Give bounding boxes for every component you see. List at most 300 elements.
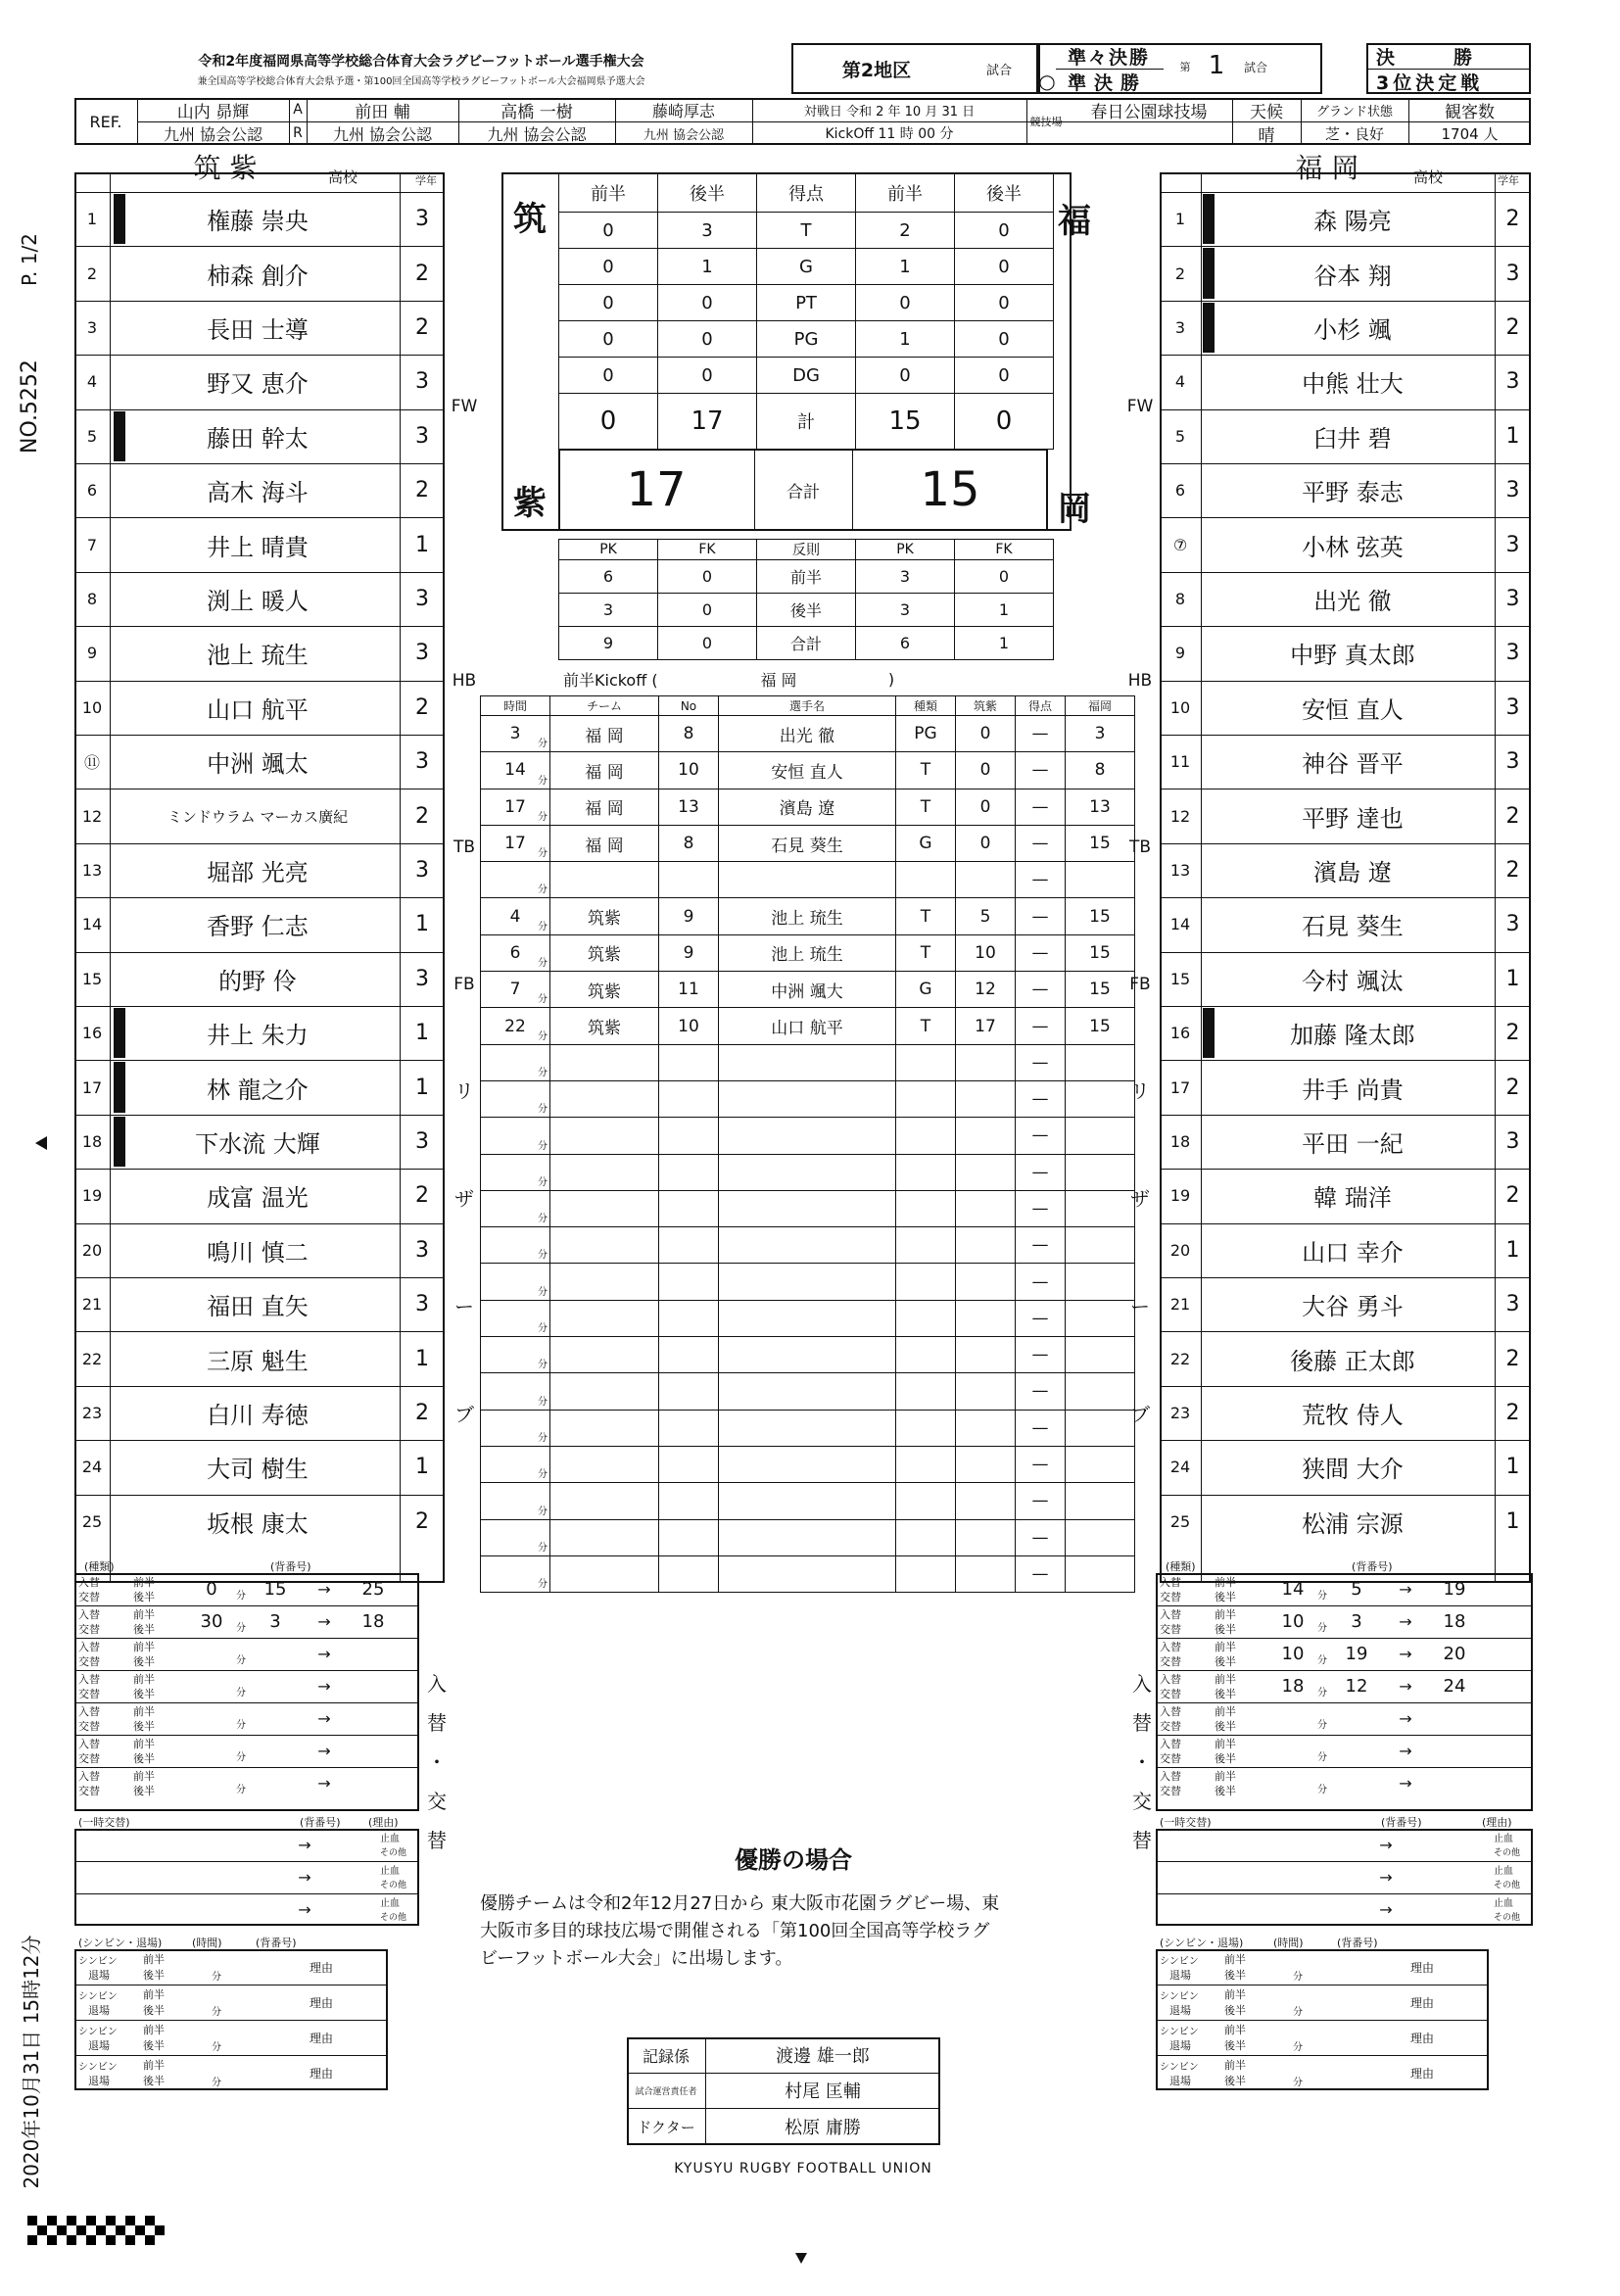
right-player-no: 19 <box>1169 1186 1191 1206</box>
log-cell <box>719 1555 896 1592</box>
log-cell: 10 <box>659 752 719 789</box>
left-sub-second: 後半 <box>133 1687 155 1700</box>
penalty-cell: 0 <box>658 560 757 594</box>
right-sinbin-first: 前半 <box>1224 2059 1246 2072</box>
score-cell: 計 <box>757 394 856 450</box>
minute-mark: 分 <box>538 775 548 787</box>
log-cell <box>481 1410 550 1446</box>
log-cell <box>896 1300 956 1336</box>
left-sub-char: 入 <box>427 1671 447 1696</box>
score-cell: 0 <box>559 358 658 394</box>
log-cell: 筑紫 <box>550 1008 659 1044</box>
right-sinbin-reason: 理由 <box>1410 1960 1435 1975</box>
score-cell: 0 <box>955 394 1054 450</box>
right-player-name: 狭間 大介 <box>1302 1456 1404 1484</box>
left-sinbin-number-label: (背番号) <box>256 1937 297 1949</box>
right-pos-tb: TB <box>1128 837 1152 857</box>
right-sub-char: 替 <box>1132 1710 1152 1735</box>
left-pos-tb: TB <box>453 837 476 857</box>
log-cell: 15 <box>1066 898 1135 934</box>
penalty-cell: 0 <box>658 594 757 627</box>
right-sub-char: 交 <box>1132 1789 1152 1813</box>
log-cell: — <box>1016 934 1066 971</box>
left-sub-in: 入替 <box>78 1769 100 1783</box>
left-player-grade: 1 <box>415 532 429 557</box>
left-player-no: 4 <box>86 372 98 392</box>
penalty-cell: 0 <box>955 560 1054 594</box>
log-cell <box>719 1337 896 1373</box>
right-sub-second: 後半 <box>1215 1654 1236 1668</box>
minute-mark: 分 <box>538 1214 548 1225</box>
left-temp-stop: 止血 <box>380 1834 400 1844</box>
left-sinbin-minute: 分 <box>212 1971 221 1983</box>
right-player-name: 森 陽亮 <box>1313 208 1392 236</box>
log-cell <box>719 1264 896 1300</box>
left-sub-arrow: → <box>317 1709 331 1728</box>
ar1-cert: 九州 協会公認 <box>332 124 433 144</box>
log-cell <box>550 1190 659 1226</box>
log-cell: — <box>1016 1190 1066 1226</box>
left-ejection-type: 退場 <box>88 1969 110 1982</box>
left-sub-char: 替 <box>427 1828 447 1852</box>
left-sub-first: 前半 <box>133 1607 155 1621</box>
log-cell <box>719 1118 896 1154</box>
minute-mark: 分 <box>538 1542 548 1554</box>
log-cell: 11 <box>659 972 719 1008</box>
right-ejection-type: 退場 <box>1169 2004 1191 2017</box>
log-cell: — <box>1016 1044 1066 1080</box>
log-cell <box>550 1337 659 1373</box>
left-sub-time: 0 <box>206 1579 217 1600</box>
right-sub-minute: 分 <box>1317 1655 1327 1666</box>
left-player-name: 林 龍之介 <box>207 1076 309 1104</box>
left-sub-ex: 交替 <box>78 1687 100 1700</box>
right-sub-arrow: → <box>1399 1580 1412 1599</box>
log-cell: T <box>896 1008 956 1044</box>
log-cell <box>1066 1080 1135 1117</box>
minute-mark: 分 <box>538 1030 548 1042</box>
left-player-name: 藤田 幹太 <box>207 424 309 453</box>
left-reserve-char: ブ <box>454 1402 474 1426</box>
team-left-name: 筑 紫 <box>193 152 258 184</box>
score-cell: 0 <box>658 285 757 321</box>
left-sub-first: 前半 <box>133 1575 155 1589</box>
left-sub-first: 前半 <box>133 1672 155 1686</box>
score-cell: 0 <box>559 321 658 358</box>
left-sub-arrow: → <box>317 1774 331 1793</box>
left-player-grade: 2 <box>415 261 429 286</box>
log-cell: — <box>1016 789 1066 825</box>
penalty-table <box>558 539 1054 660</box>
left-sinbin-reason: 理由 <box>310 1960 334 1975</box>
left-sub-minute: 分 <box>236 1655 246 1666</box>
log-cell: 9 <box>659 898 719 934</box>
log-cell <box>1066 1227 1135 1264</box>
right-sub-in: 入替 <box>1160 1575 1181 1589</box>
left-player-no: 2 <box>86 263 98 283</box>
penalty-cell: 1 <box>955 594 1054 627</box>
penalty-cell: 3 <box>856 560 955 594</box>
score-right-char-2: 岡 <box>1058 489 1091 529</box>
log-cell: — <box>1016 1373 1066 1410</box>
team-left-suffix: 高校 <box>327 167 357 186</box>
left-total: 17 <box>626 462 687 517</box>
left-sub-second: 後半 <box>133 1719 155 1733</box>
log-cell <box>719 1483 896 1519</box>
log-cell <box>896 1373 956 1410</box>
log-cell <box>550 862 659 898</box>
right-pos-fw: FW <box>1126 397 1154 416</box>
match-no-suffix: 試合 <box>1243 60 1267 74</box>
ar2-name: 高橋 一樹 <box>500 102 573 122</box>
score-header-cell: 後半 <box>658 173 757 213</box>
right-temp-stop: 止血 <box>1494 1866 1513 1877</box>
right-player-grade: 2 <box>1505 1021 1520 1046</box>
right-temp-other: その他 <box>1494 1848 1521 1858</box>
right-sub-arrow: → <box>1399 1612 1412 1631</box>
left-player-name: 堀部 光亮 <box>207 858 309 886</box>
right-sinbin-type: シンビン <box>1160 2026 1199 2037</box>
right-reserve-char: ー <box>1130 1294 1150 1318</box>
log-cell <box>719 862 896 898</box>
right-sub-in: 入替 <box>1160 1640 1181 1653</box>
ar3-cert: 九州 協会公認 <box>643 127 725 143</box>
left-player-name: 的野 伶 <box>218 967 297 995</box>
right-sub-ex: 交替 <box>1160 1687 1181 1700</box>
left-sinbin-second: 後半 <box>143 2004 165 2017</box>
log-cell: 10 <box>659 1008 719 1044</box>
score-left-char-1: 筑 <box>513 199 547 239</box>
fax-timestamp: 2020年10月31日 15時12分 <box>19 1935 43 2189</box>
left-sub-first: 前半 <box>133 1640 155 1653</box>
log-cell: 筑紫 <box>550 898 659 934</box>
right-player-grade: 3 <box>1505 1292 1520 1317</box>
minute-mark: 分 <box>538 1396 548 1408</box>
left-sinbin-label: (シンビン・退場) <box>78 1937 163 1949</box>
total-label: 合計 <box>786 482 820 502</box>
left-sub-minute: 分 <box>236 1623 246 1634</box>
left-sub-in: 入替 <box>78 1737 100 1750</box>
log-header-cell: 選手名 <box>719 696 896 716</box>
score-cell: 0 <box>658 321 757 358</box>
right-player-grade: 1 <box>1505 423 1520 449</box>
left-temp-other: その他 <box>380 1848 407 1858</box>
right-sub-first: 前半 <box>1215 1607 1236 1621</box>
left-sub-first: 前半 <box>133 1737 155 1750</box>
right-player-name: 濱島 遼 <box>1313 858 1392 886</box>
right-player-no: 8 <box>1174 589 1186 608</box>
left-pos-fw: FW <box>451 397 478 416</box>
left-sub-in: 入替 <box>78 1704 100 1718</box>
right-temp-arrow: → <box>1379 1868 1393 1887</box>
right-temp-label: (一時交替) <box>1160 1816 1212 1829</box>
right-sub-from: 5 <box>1351 1579 1362 1600</box>
right-sub-minute: 分 <box>1317 1785 1327 1795</box>
log-cell: 8 <box>659 716 719 752</box>
right-player-no: 4 <box>1174 372 1186 392</box>
right-sub-type-label: (種類) <box>1166 1560 1196 1573</box>
right-sub-time: 18 <box>1281 1676 1305 1697</box>
log-cell: — <box>1016 1410 1066 1446</box>
left-player-name: 長田 士導 <box>207 315 309 344</box>
left-sinbin-minute: 分 <box>212 2077 221 2088</box>
right-player-name: 韓 瑞洋 <box>1313 1184 1392 1213</box>
right-player-no: 25 <box>1169 1511 1191 1531</box>
right-player-grade: 3 <box>1505 749 1520 775</box>
score-cell: 17 <box>658 394 757 450</box>
weather: 晴 <box>1258 125 1275 146</box>
log-cell: — <box>1016 1008 1066 1044</box>
log-cell <box>956 1080 1016 1117</box>
right-player-grade: 2 <box>1505 857 1520 883</box>
right-temp-reason-label: (理由) <box>1482 1816 1512 1829</box>
right-player-name: 出光 徹 <box>1313 587 1392 615</box>
right-total: 15 <box>920 462 980 517</box>
score-header-cell: 後半 <box>955 173 1054 213</box>
log-cell: 17 分 <box>481 825 550 861</box>
log-cell: 中洲 颯大 <box>719 972 896 1008</box>
log-cell <box>481 862 550 898</box>
log-cell: T <box>896 752 956 789</box>
right-temp-frame <box>1156 1829 1533 1926</box>
right-sinbin-time-label: (時間) <box>1273 1937 1304 1949</box>
log-cell <box>481 1118 550 1154</box>
right-player-no: 22 <box>1169 1349 1191 1368</box>
right-sinbin-first: 前半 <box>1224 1988 1246 2001</box>
log-cell: 福 岡 <box>550 752 659 789</box>
left-player-no: 12 <box>81 806 103 826</box>
right-player-name: 石見 葵生 <box>1302 913 1404 941</box>
right-player-no: 21 <box>1169 1295 1191 1315</box>
log-cell <box>956 1373 1016 1410</box>
right-sub-to: 24 <box>1443 1676 1466 1697</box>
score-left-char-2: 紫 <box>513 483 547 523</box>
log-cell <box>659 1519 719 1555</box>
right-player-grade: 3 <box>1505 912 1520 937</box>
ref-label: REF. <box>89 112 122 131</box>
log-cell <box>719 1080 896 1117</box>
log-cell: — <box>1016 1080 1066 1117</box>
left-player-grade: 3 <box>415 207 429 232</box>
log-cell <box>896 1519 956 1555</box>
right-sub-minute: 分 <box>1317 1752 1327 1763</box>
log-cell <box>719 1154 896 1190</box>
left-player-grade: 2 <box>415 1508 429 1534</box>
left-sub-to: 18 <box>361 1611 385 1632</box>
left-player-name: 成富 温光 <box>207 1184 309 1213</box>
left-player-no: 20 <box>81 1240 103 1260</box>
right-sinbin-second: 後半 <box>1224 2004 1246 2017</box>
log-cell: 4 分 <box>481 898 550 934</box>
log-cell <box>481 1373 550 1410</box>
left-player-grade: 3 <box>415 369 429 395</box>
left-sinbin-reason: 理由 <box>310 2066 334 2081</box>
scoring-log <box>480 695 1135 1593</box>
weather-label: 天候 <box>1250 102 1283 122</box>
left-player-no: 3 <box>86 317 98 337</box>
right-sinbin-number-label: (背番号) <box>1337 1937 1378 1949</box>
left-player-grade: 3 <box>415 749 429 775</box>
penalty-header-cell: PK <box>559 540 658 560</box>
right-sub-in: 入替 <box>1160 1704 1181 1718</box>
log-cell <box>659 1300 719 1336</box>
right-sub-to: 18 <box>1443 1611 1466 1632</box>
log-cell <box>481 1080 550 1117</box>
right-player-grade: 2 <box>1505 1183 1520 1209</box>
log-cell: 8 <box>1066 752 1135 789</box>
left-ejection-type: 退場 <box>88 2039 110 2052</box>
r-label: R <box>293 125 303 141</box>
right-player-grade: 1 <box>1505 1237 1520 1263</box>
staff-name-3: 松原 庸勝 <box>785 2118 861 2138</box>
left-player-name: 下水流 大輝 <box>195 1129 320 1158</box>
minute-mark: 分 <box>538 1250 548 1262</box>
score-cell: 2 <box>856 213 955 249</box>
left-player-no: 10 <box>81 697 103 717</box>
ground: 芝・良好 <box>1324 124 1384 143</box>
log-cell: 15 <box>1066 934 1135 971</box>
minute-mark: 分 <box>538 1506 548 1517</box>
left-player-grade: 1 <box>415 1455 429 1480</box>
right-sub-in: 入替 <box>1160 1672 1181 1686</box>
log-cell: — <box>1016 862 1066 898</box>
left-player-no: 14 <box>81 915 103 934</box>
left-player-grade: 3 <box>415 1237 429 1263</box>
right-sub-in: 入替 <box>1160 1737 1181 1750</box>
staff-role-3: ドクター <box>637 2118 695 2136</box>
right-ejection-type: 退場 <box>1169 2075 1191 2087</box>
log-cell <box>481 1300 550 1336</box>
log-cell <box>1066 1483 1135 1519</box>
left-sub-in: 入替 <box>78 1640 100 1653</box>
right-sinbin-type: シンビン <box>1160 1955 1199 1967</box>
log-cell <box>896 1044 956 1080</box>
penalty-cell: 後半 <box>757 594 856 627</box>
log-cell: 池上 琉生 <box>719 898 896 934</box>
log-header-cell: チーム <box>550 696 659 716</box>
left-player-no: 22 <box>81 1349 103 1368</box>
log-cell <box>956 1227 1016 1264</box>
right-sub-char: 替 <box>1132 1828 1152 1852</box>
penalty-cell: 6 <box>559 560 658 594</box>
left-sub-ex: 交替 <box>78 1719 100 1733</box>
left-temp-stop: 止血 <box>380 1866 400 1877</box>
ar1-name: 前田 輔 <box>355 102 410 122</box>
minute-mark: 分 <box>538 848 548 860</box>
log-cell <box>896 1555 956 1592</box>
left-player-name: 井上 晴貴 <box>207 533 309 561</box>
log-header-cell: 筑紫 <box>956 696 1016 716</box>
left-player-name: 香野 仁志 <box>207 913 309 941</box>
right-player-name: 小林 弦英 <box>1302 533 1404 561</box>
left-player-grade: 3 <box>415 641 429 666</box>
right-player-name: 大谷 勇斗 <box>1302 1293 1404 1321</box>
right-sinbin-first: 前半 <box>1224 1953 1246 1966</box>
left-player-no: 24 <box>81 1458 103 1477</box>
left-player-no: 6 <box>86 481 98 501</box>
match-no-prefix: 第 <box>1179 61 1191 73</box>
right-sinbin-type: シンビン <box>1160 2061 1199 2073</box>
right-player-no: 11 <box>1169 752 1191 772</box>
third-place-label: 3位決定戦 <box>1376 72 1484 94</box>
left-player-grade: 3 <box>415 586 429 611</box>
log-cell: T <box>896 789 956 825</box>
victory-text-2: 大阪市多目的球技広場で開催される「第100回全国高等学校ラグ <box>480 1921 990 1941</box>
right-player-name: 神谷 晋平 <box>1302 750 1404 779</box>
final-label: 決勝 <box>1376 46 1532 69</box>
left-player-grade: 3 <box>415 1292 429 1317</box>
right-player-no: 12 <box>1169 806 1191 826</box>
referee-name: 山内 昴輝 <box>176 102 250 122</box>
right-player-no: 15 <box>1169 969 1191 988</box>
left-player-no: 21 <box>81 1295 103 1315</box>
log-cell <box>659 1410 719 1446</box>
log-cell <box>1066 1337 1135 1373</box>
minute-mark: 分 <box>538 958 548 970</box>
staff-role-2: 試合運営責任者 <box>635 2086 697 2097</box>
right-sinbin-minute: 分 <box>1293 2077 1303 2088</box>
right-sub-arrow: → <box>1399 1709 1412 1728</box>
score-cell: 0 <box>955 358 1054 394</box>
log-cell: — <box>1016 1227 1066 1264</box>
log-cell <box>956 1483 1016 1519</box>
right-sub-second: 後半 <box>1215 1751 1236 1765</box>
right-player-grade: 2 <box>1505 1075 1520 1100</box>
round-quarterfinal: 準々決勝 <box>1068 46 1151 69</box>
log-cell <box>896 1154 956 1190</box>
left-temp-number-label: (背番号) <box>300 1816 341 1829</box>
right-sub-arrow: → <box>1399 1774 1412 1793</box>
score-cell: 0 <box>955 213 1054 249</box>
right-sub-time: 10 <box>1281 1611 1305 1632</box>
ground-label: グランド状態 <box>1315 104 1393 120</box>
log-cell: 17 <box>956 1008 1016 1044</box>
log-cell <box>719 1227 896 1264</box>
right-sub-arrow: → <box>1399 1742 1412 1760</box>
right-player-grade: 2 <box>1505 1346 1520 1371</box>
right-player-grade: 2 <box>1505 1400 1520 1425</box>
log-cell: 出光 徹 <box>719 716 896 752</box>
right-sub-minute: 分 <box>1317 1623 1327 1634</box>
log-cell <box>659 1044 719 1080</box>
right-sub-time: 14 <box>1281 1579 1305 1600</box>
right-player-no: 1 <box>1174 210 1186 229</box>
right-player-name: 平野 達也 <box>1302 804 1404 833</box>
log-cell <box>550 1227 659 1264</box>
left-sinbin-minute: 分 <box>212 2041 221 2053</box>
venue: 春日公園球技場 <box>1090 102 1208 122</box>
left-pos-hb: HB <box>452 671 477 691</box>
left-sub-arrow: → <box>317 1580 331 1599</box>
right-sub-second: 後半 <box>1215 1687 1236 1700</box>
log-cell <box>1066 1300 1135 1336</box>
log-header-cell: 種類 <box>896 696 956 716</box>
log-cell <box>481 1044 550 1080</box>
left-sub-first: 前半 <box>133 1769 155 1783</box>
log-cell: 5 <box>956 898 1016 934</box>
right-sinbin-minute: 分 <box>1293 1971 1303 1983</box>
right-player-name: 谷本 翔 <box>1313 262 1392 290</box>
log-cell: 0 <box>956 752 1016 789</box>
right-sinbin-second: 後半 <box>1224 1969 1246 1982</box>
log-cell: 山口 航平 <box>719 1008 896 1044</box>
right-player-name: 後藤 正太郎 <box>1290 1347 1415 1375</box>
log-cell: — <box>1016 972 1066 1008</box>
left-player-name: 柿森 創介 <box>207 262 309 290</box>
fax-page: P. 1/2 <box>18 233 41 286</box>
log-cell: T <box>896 898 956 934</box>
right-pos-hb: HB <box>1127 671 1153 691</box>
